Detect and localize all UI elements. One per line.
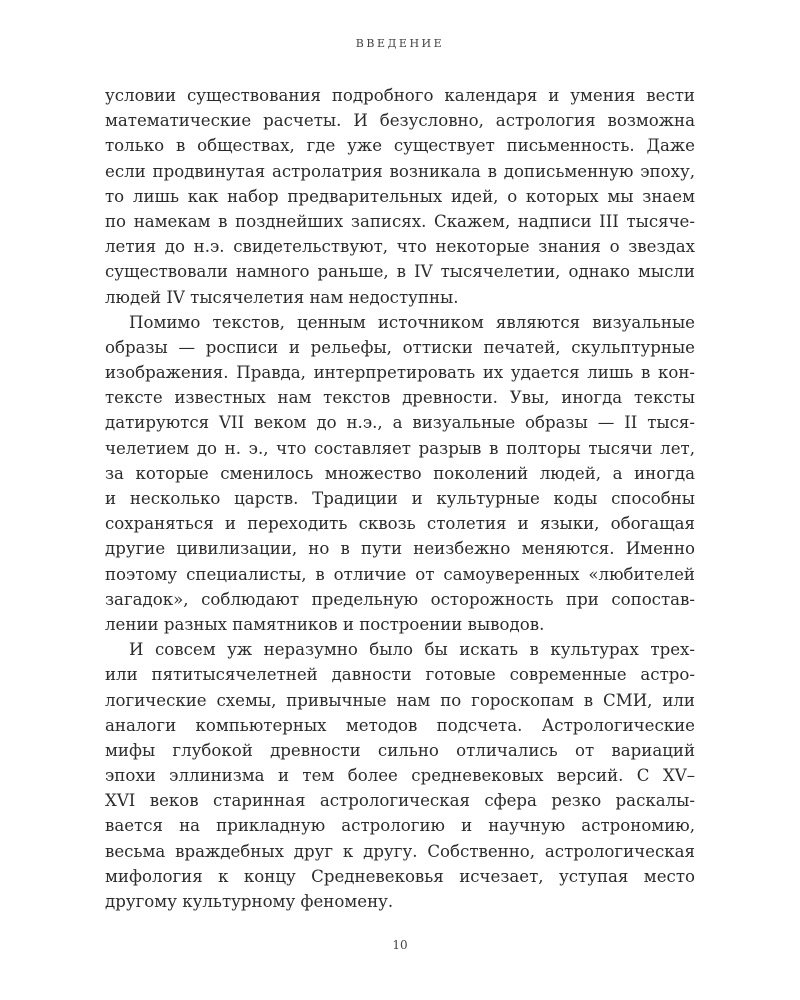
text-line: логические схемы, привычные нам по гороскопам в СМИ, или — [105, 690, 695, 710]
text-line: людей IV тысячелетия нам недоступны. — [105, 287, 459, 307]
text-line: лении разных памятников и построении выводов. — [105, 614, 545, 634]
paragraph-first-line: И совсем уж неразумно было бы искать в культурах трех- — [129, 640, 695, 660]
text-line: только в обществах, где уже существует письменность. Даже — [105, 136, 695, 156]
text-line: образы — росписи и рельефы, оттиски печатей, скульптурные — [105, 337, 695, 357]
text-line: и несколько царств. Традиции и культурные коды способны — [105, 489, 695, 508]
text-line: другие цивилизации, но в пути неизбежно меняются. Именно — [105, 539, 695, 559]
running-head: ВВЕДЕНИЕ — [355, 37, 445, 50]
text-line: математические расчеты. И безусловно, астрология возможна — [105, 111, 695, 131]
text-line: поэтому специалисты, в отличие от самоуверенных «любителей — [105, 564, 695, 584]
text-line: сохраняться и переходить сквозь столетия и языки, обогащая — [105, 514, 695, 534]
page-number: 10 — [392, 938, 408, 952]
text-line: загадок», соблюдают предельную осторожность при сопостав- — [105, 589, 695, 609]
text-line: если продвинутая астролатрия возникала в дописьменную эпоху, — [105, 161, 695, 181]
paragraph-first-line: Помимо текстов, ценным источником являются визуальные — [129, 312, 695, 332]
text-line: существовали намного раньше, в IV тысячелетии, однако мысли — [105, 262, 695, 282]
text-line: за которые сменилось множество поколений людей, а иногда — [105, 463, 695, 483]
text-line: весьма враждебных друг к другу. Собственно, астрологическая — [105, 841, 695, 861]
text-line: тексте известных нам текстов древности. Увы, иногда тексты — [105, 388, 695, 408]
text-line: условии существования подробного календаря и умения вести — [105, 86, 695, 105]
text-line: эпохи эллинизма и тем более средневековых версий. С XV– — [105, 766, 695, 786]
text-line: аналоги компьютерных методов подсчета. Астрологические — [105, 715, 695, 735]
text-line: челетием до н. э., что составляет разрыв в полторы тысячи лет, — [105, 438, 695, 458]
text-line: мифы глубокой древности сильно отличались от вариаций — [105, 740, 695, 760]
text-line: то лишь как набор предварительных идей, о которых мы знаем — [105, 186, 695, 206]
text-line: мифология к концу Средневековья исчезает, уступая место — [105, 866, 695, 886]
text-line: XVI веков старинная астрологическая сфера резко раскалы- — [105, 791, 695, 811]
text-line: летия до н.э. свидетельствуют, что некоторые знания о звездах — [105, 237, 695, 257]
text-line: вается на прикладную астрологию и научную астрономию, — [105, 816, 695, 836]
text-line: изображения. Правда, интерпретировать их удается лишь в кон- — [105, 363, 695, 383]
body-text — [105, 83, 695, 914]
text-line: или пятитысячелетней давности готовые современные астро- — [105, 665, 695, 685]
text-line: другому культурному феномену. — [105, 892, 394, 911]
text-line: датируются VII веком до н.э., а визуальные образы — II тыся- — [105, 413, 695, 433]
text-line: по намекам в позднейших записях. Скажем, надписи III тысяче- — [105, 211, 695, 231]
